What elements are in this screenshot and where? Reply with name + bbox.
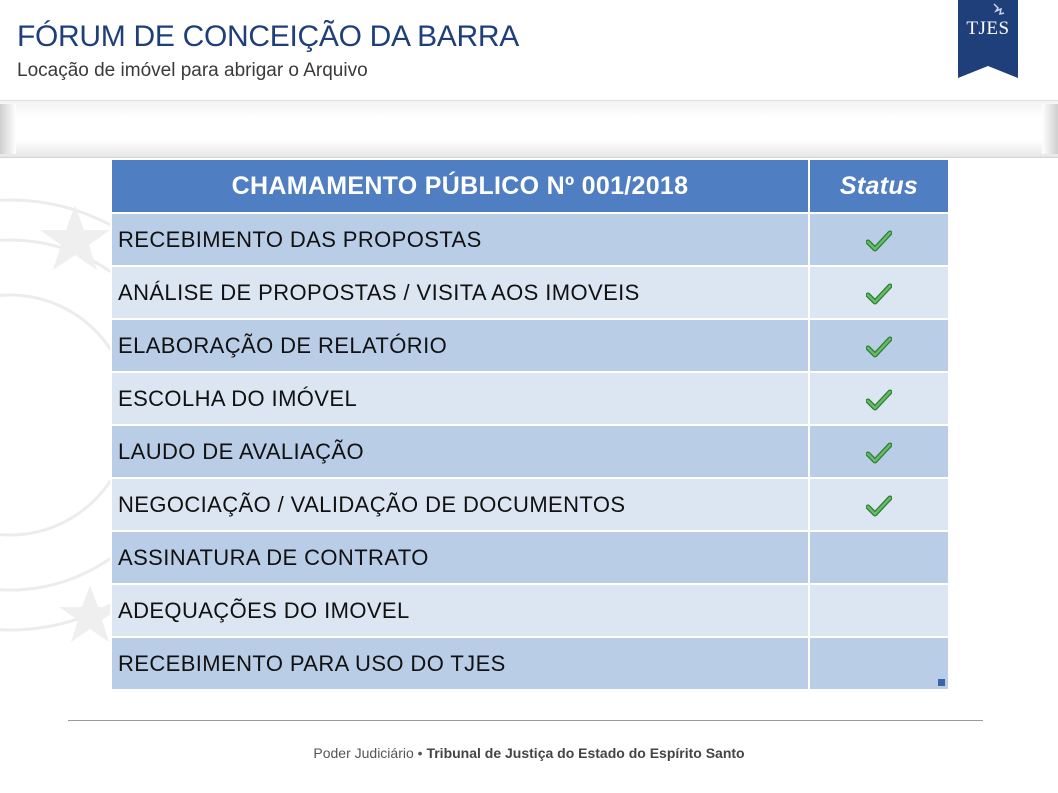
table-row	[111, 425, 949, 478]
footer-left: Poder Judiciário	[313, 745, 414, 761]
row-status	[809, 425, 949, 478]
band-right-edge	[1042, 104, 1058, 154]
row-label: ANÁLISE DE PROPOSTAS / VISITA AOS IMOVEIS	[111, 266, 809, 319]
footer-separator: •	[417, 745, 423, 761]
row-label: NEGOCIAÇÃO / VALIDAÇÃO DE DOCUMENTOS	[111, 478, 809, 531]
logo-text: TJES	[966, 18, 1010, 39]
status-table-container	[110, 158, 948, 691]
table-row	[111, 266, 949, 319]
header-status: Status	[809, 159, 949, 213]
page-subtitle: Locação de imóvel para abrigar o Arquivo	[17, 60, 368, 81]
table-row	[111, 478, 949, 531]
check-icon	[866, 336, 892, 358]
page-title: FÓRUM DE CONCEIÇÃO DA BARRA	[17, 20, 519, 53]
row-status	[809, 637, 949, 690]
footer	[0, 745, 1058, 761]
row-label: ESCOLHA DO IMÓVEL	[111, 372, 809, 425]
table-header-row	[111, 159, 949, 213]
row-status	[809, 266, 949, 319]
check-icon	[866, 442, 892, 464]
table-row	[111, 319, 949, 372]
row-label: ELABORAÇÃO DE RELATÓRIO	[111, 319, 809, 372]
table-row	[111, 637, 949, 690]
footer-right: Tribunal de Justiça do Estado do Espírito Santo	[426, 745, 745, 761]
decorative-band	[0, 100, 1058, 158]
table-row	[111, 584, 949, 637]
table-row	[111, 213, 949, 266]
row-status	[809, 478, 949, 531]
tjes-logo	[958, 0, 1018, 78]
row-status	[809, 319, 949, 372]
check-icon	[866, 283, 892, 305]
check-icon	[866, 230, 892, 252]
table-row	[111, 531, 949, 584]
row-label: RECEBIMENTO DAS PROPOSTAS	[111, 213, 809, 266]
row-status	[809, 584, 949, 637]
status-table	[110, 158, 950, 691]
check-icon	[866, 389, 892, 411]
row-status	[809, 531, 949, 584]
check-icon	[866, 495, 892, 517]
footer-divider	[68, 720, 983, 721]
header-call: CHAMAMENTO PÚBLICO Nº 001/2018	[111, 159, 809, 213]
row-status	[809, 213, 949, 266]
row-label: ADEQUAÇÕES DO IMOVEL	[111, 584, 809, 637]
row-label: RECEBIMENTO PARA USO DO TJES	[111, 637, 809, 690]
band-left-edge	[0, 104, 16, 154]
row-label: ASSINATURA DE CONTRATO	[111, 531, 809, 584]
row-status	[809, 372, 949, 425]
table-row	[111, 372, 949, 425]
row-label: LAUDO DE AVALIAÇÃO	[111, 425, 809, 478]
resize-handle	[938, 679, 945, 686]
